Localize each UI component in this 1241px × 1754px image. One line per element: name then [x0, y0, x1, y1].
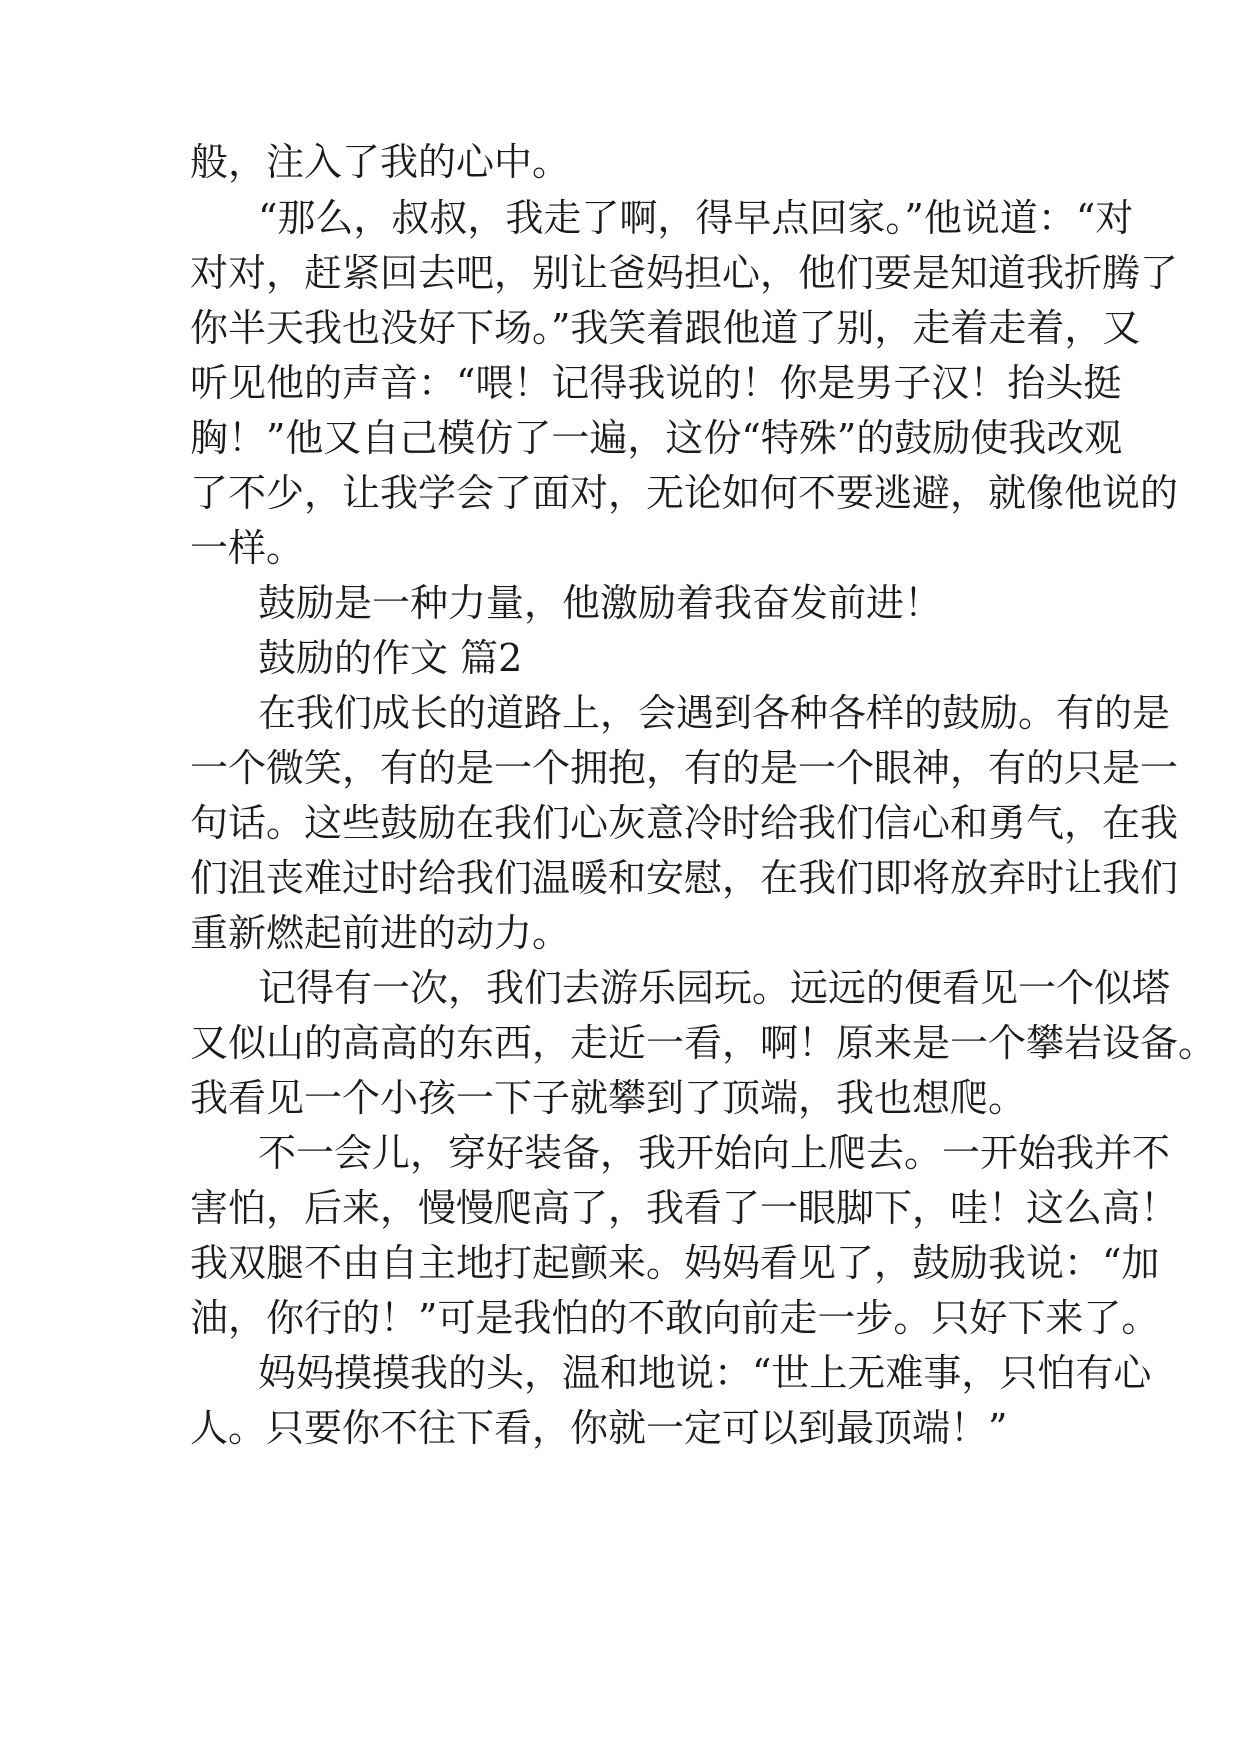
text-line: 鼓励是一种力量，他激励着我奋发前进！ [258, 581, 943, 625]
text-line: 又似山的高高的东西，走近一看，啊！原来是一个攀岩设备。 [190, 1021, 1217, 1065]
text-line: 句话。这些鼓励在我们心灰意冷时给我们信心和勇气，在我 [190, 801, 1179, 845]
text-line: “那么，叔叔，我走了啊，得早点回家。”他说道：“对 [258, 196, 1134, 240]
text-line: 我看见一个小孩一下子就攀到了顶端，我也想爬。 [190, 1076, 1027, 1120]
text-line: 对对，赶紧回去吧，别让爸妈担心，他们要是知道我折腾了 [190, 251, 1179, 295]
text-line: 胸！”他又自己模仿了一遍，这份“特殊”的鼓励使我改观 [190, 416, 1123, 460]
text-line: 油，你行的！”可是我怕的不敢向前走一步。只好下来了。 [190, 1296, 1160, 1340]
text-line: 一个微笑，有的是一个拥抱，有的是一个眼神，有的只是一 [190, 746, 1179, 790]
text-line: 妈妈摸摸我的头，温和地说：“世上无难事，只怕有心 [258, 1351, 1152, 1395]
section-heading: 鼓励的作文 篇2 [258, 636, 523, 680]
text-line: 你半天我也没好下场。”我笑着跟他道了别，走着走着，又 [190, 306, 1141, 350]
text-line: 们沮丧难过时给我们温暖和安慰，在我们即将放弃时让我们 [190, 856, 1179, 900]
text-line: 我双腿不由自主地打起颤来。妈妈看见了，鼓励我说：“加 [190, 1241, 1160, 1285]
text-line: 不一会儿，穿好装备，我开始向上爬去。一开始我并不 [258, 1131, 1171, 1175]
text-line: 重新燃起前进的动力。 [190, 911, 571, 955]
text-line: 一样。 [190, 526, 305, 570]
text-line: 听见他的声音：“喂！记得我说的！你是男子汉！抬头挺 [190, 361, 1122, 405]
text-line: 了不少，让我学会了面对，无论如何不要逃避，就像他说的 [190, 471, 1179, 515]
text-line: 在我们成长的道路上，会遇到各种各样的鼓励。有的是 [258, 691, 1171, 735]
text-line: 害怕，后来，慢慢爬高了，我看了一眼脚下，哇！这么高！ [190, 1186, 1179, 1230]
text-line: 般，注入了我的心中。 [190, 140, 571, 184]
text-line: 人。只要你不往下看，你就一定可以到最顶端！” [190, 1406, 1008, 1450]
text-line: 记得有一次，我们去游乐园玩。远远的便看见一个似塔 [258, 966, 1171, 1010]
